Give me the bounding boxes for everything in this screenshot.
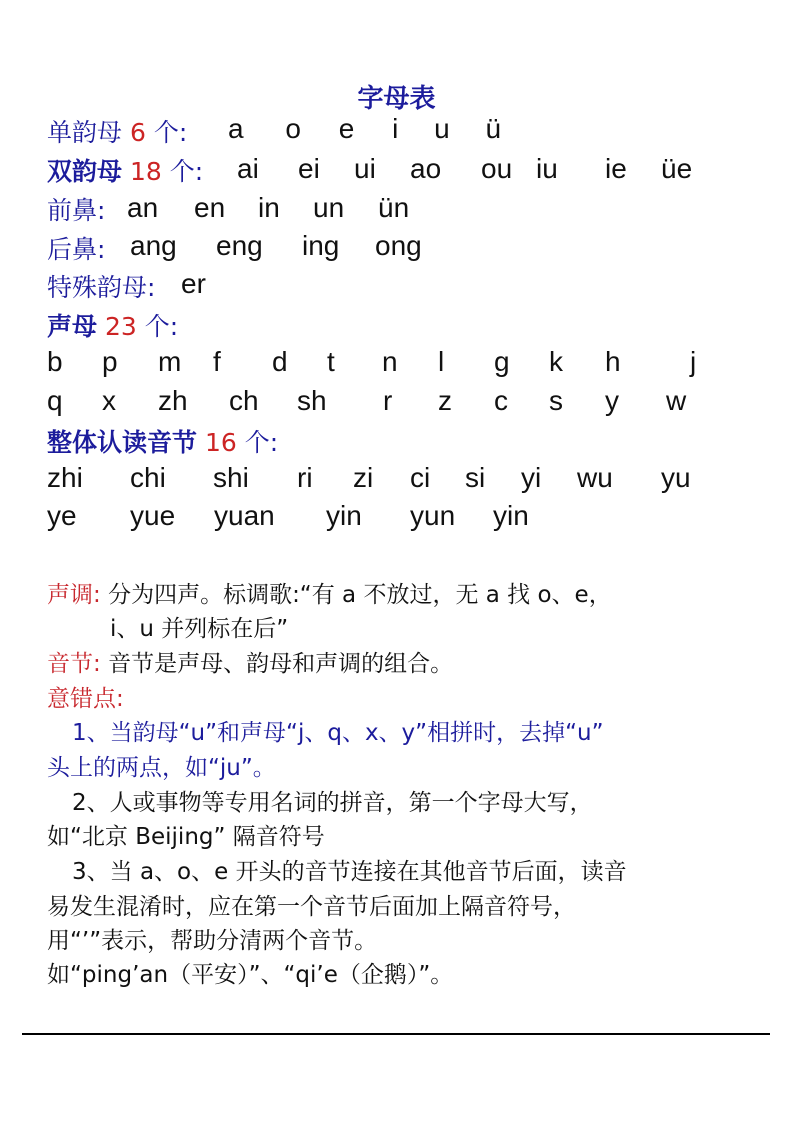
initials-unit: 个: xyxy=(144,312,179,341)
initial-item: w xyxy=(666,385,687,416)
syllable-text: 音节是声母、韵母和声调的组合。 xyxy=(108,651,454,677)
final-item: iu xyxy=(536,153,558,184)
note-2-line1: 2、人或事物等专用名词的拼音，第一个字母大写， xyxy=(72,790,593,816)
note-1-line2: 头上的两点，如“ju”。 xyxy=(47,755,276,781)
compound-finals-count: 18 xyxy=(129,157,162,186)
syllable-item: yu xyxy=(661,462,691,493)
initial-item: d xyxy=(272,346,288,377)
back-nasal-label: 后鼻: xyxy=(47,235,106,264)
initials-label: 声母 xyxy=(47,312,98,341)
single-finals-label: 单韵母 xyxy=(47,118,123,147)
final-item: ui xyxy=(354,153,376,184)
syllable-item: yuan xyxy=(214,500,275,531)
syllable-item: yue xyxy=(130,500,176,531)
initials-count: 23 xyxy=(104,312,137,341)
single-finals-list xyxy=(228,113,501,145)
syllable-item: zi xyxy=(353,462,374,493)
initial-item: z xyxy=(438,385,452,416)
whole-syllables-label: 整体认读音节 xyxy=(47,428,198,457)
final-item: üe xyxy=(661,153,693,184)
final-item: an xyxy=(127,192,159,223)
syllable-item: yin xyxy=(326,500,362,531)
final-item: o xyxy=(285,113,301,144)
note-3-line1: 3、当 a、o、e 开头的音节连接在其他音节后面，读音 xyxy=(72,859,627,885)
initial-item: t xyxy=(327,346,335,377)
initial-item: k xyxy=(549,346,563,377)
initial-item: r xyxy=(383,385,393,416)
initial-item: h xyxy=(605,346,621,377)
syllable-item: ri xyxy=(297,462,313,493)
initial-item: q xyxy=(47,385,63,416)
initial-item: n xyxy=(382,346,398,377)
final-item: ang xyxy=(130,230,177,261)
single-finals-unit: 个: xyxy=(153,118,188,147)
note-3-line2: 易发生混淆时，应在第一个音节后面加上隔音符号， xyxy=(47,894,576,920)
syllable-item: ye xyxy=(47,500,77,531)
final-item: en xyxy=(194,192,226,223)
note-3-line3: 用“’”表示，帮助分清两个音节。 xyxy=(47,928,378,954)
final-item: un xyxy=(313,192,345,223)
initial-item: g xyxy=(494,346,510,377)
final-item: ai xyxy=(237,153,259,184)
final-item: ao xyxy=(410,153,442,184)
note-3-line4: 如“ping’an（平安）”、“qi’e（企鹅）”。 xyxy=(47,962,454,988)
syllable-item: ci xyxy=(410,462,431,493)
syllable-item: yi xyxy=(521,462,542,493)
final-item: ing xyxy=(302,230,340,261)
note-2-line2: 如“北京 Beijing” 隔音符号 xyxy=(47,824,325,850)
single-finals-count: 6 xyxy=(129,118,146,147)
final-item: e xyxy=(338,113,355,144)
special-final-item: er xyxy=(181,268,206,299)
final-item: in xyxy=(258,192,280,223)
note-1-line1: 1、当韵母“u”和声母“j、q、x、y”相拼时，去掉“u” xyxy=(72,720,604,746)
compound-finals-unit: 个: xyxy=(169,157,204,186)
syllable-item: wu xyxy=(577,462,613,493)
initial-item: sh xyxy=(297,385,327,416)
footer-divider xyxy=(22,1033,770,1035)
compound-finals-row xyxy=(47,154,203,190)
initial-item: zh xyxy=(158,385,188,416)
initial-item: x xyxy=(102,385,116,416)
initial-item: ch xyxy=(229,385,259,416)
initial-item: b xyxy=(47,346,63,377)
front-nasal-label: 前鼻: xyxy=(47,196,106,225)
compound-finals-label: 双韵母 xyxy=(47,157,123,186)
initial-item: p xyxy=(102,346,118,377)
single-finals-row xyxy=(47,115,187,151)
final-item: ün xyxy=(378,192,410,223)
syllable-row xyxy=(47,647,453,681)
syllable-item: chi xyxy=(130,462,166,493)
whole-syllables-row xyxy=(47,425,278,461)
tones-text-line2: i、u 并列标在后” xyxy=(110,616,289,642)
syllable-item: shi xyxy=(213,462,249,493)
tones-text-line1: 分为四声。标调歌:“有 a 不放过，无 a 找 o、e， xyxy=(108,582,612,608)
final-item: ou xyxy=(481,153,513,184)
final-item: a xyxy=(228,113,244,144)
final-item: ong xyxy=(375,230,422,261)
final-item: i xyxy=(392,113,399,144)
page-title: 字母表 xyxy=(357,84,436,114)
initial-item: c xyxy=(494,385,508,416)
syllable-item: si xyxy=(465,462,486,493)
tones-label: 声调: xyxy=(47,582,101,608)
whole-syllables-unit: 个: xyxy=(244,428,279,457)
special-final-label: 特殊韵母: xyxy=(47,273,156,302)
final-item: ei xyxy=(298,153,320,184)
initial-item: m xyxy=(158,346,182,377)
syllable-item: yin xyxy=(493,500,529,531)
final-item: u xyxy=(434,113,450,144)
initial-item: f xyxy=(213,346,221,377)
initials-row xyxy=(47,309,178,345)
syllable-item: zhi xyxy=(47,462,83,493)
notes-label: 意错点: xyxy=(47,686,124,712)
syllable-item: yun xyxy=(410,500,456,531)
final-item: ie xyxy=(605,153,627,184)
initial-item: l xyxy=(438,346,445,377)
initial-item: s xyxy=(549,385,563,416)
final-item: eng xyxy=(216,230,263,261)
final-item: ü xyxy=(485,113,502,144)
initial-item: y xyxy=(605,385,619,416)
initial-item: j xyxy=(690,346,697,377)
tones-row xyxy=(47,578,612,612)
syllable-label: 音节: xyxy=(47,651,101,677)
whole-syllables-count: 16 xyxy=(204,428,237,457)
